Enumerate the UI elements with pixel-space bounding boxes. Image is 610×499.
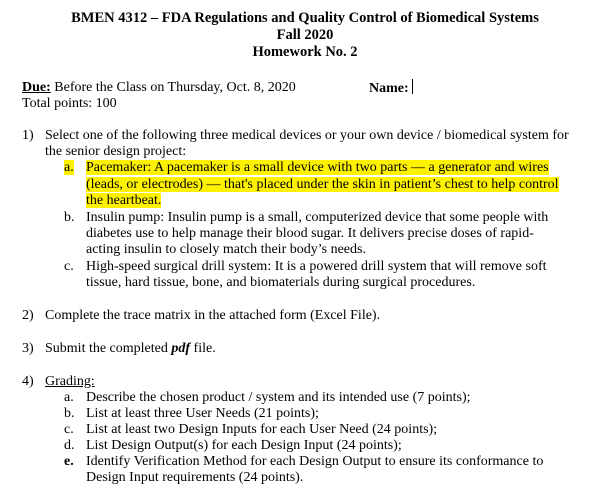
term: Fall 2020 — [276, 27, 334, 43]
due-text: Before the Class on Thursday, Oct. 8, 2020 — [50, 80, 296, 95]
q2-number: 2) — [22, 308, 34, 323]
homework-title: Homework No. 2 — [252, 44, 358, 60]
pdf-emphasis: pdf — [171, 341, 191, 356]
q3-text: Submit the completed pdf file. — [45, 341, 216, 356]
due-label: Due: — [22, 80, 51, 95]
q1-line2: the senior design project: — [45, 144, 187, 159]
grading-e-text: Identify Verification Method for each Design Output to ensure its conformance to — [86, 454, 544, 469]
q1b-line2: diabetes use to help manage their blood sugar. It delivers precise doses of rapid- — [86, 226, 534, 241]
q1a-marker: a. — [64, 160, 74, 175]
q2-text: Complete the trace matrix in the attached form (Excel File). — [45, 308, 381, 323]
grading-d-text: List Design Output(s) for each Design Input (24 points); — [86, 438, 402, 453]
q1-line1: Select one of the following three medical devices or your own device / biomedical system for — [45, 128, 569, 143]
name-field[interactable] — [369, 79, 413, 97]
q1b-marker: b. — [64, 210, 75, 225]
q1a-line3: the heartbeat. — [86, 193, 162, 208]
q1a-line2: (leads, or electrodes) — that's placed under the skin in patient’s chest to help control — [86, 177, 559, 192]
grading-a-marker: a. — [64, 390, 74, 405]
q1a-line1: Pacemaker: A pacemaker is a small device with two parts — a generator and wires — [86, 160, 549, 175]
grading-e-marker: e. — [64, 454, 74, 469]
q1b-line1: Insulin pump: Insulin pump is a small, computerized device that some people with — [86, 210, 549, 225]
q1c-marker: c. — [64, 259, 74, 274]
grading-a-text: Describe the chosen product / system and its intended use (7 points); — [86, 390, 471, 405]
due-line — [22, 79, 296, 96]
grading-e-line2: Design Input requirements (24 points). — [86, 470, 304, 485]
course-title: BMEN 4312 – FDA Regulations and Quality Control of Biomedical Systems — [71, 10, 539, 26]
q1-number: 1) — [22, 128, 34, 143]
total-points: Total points: 100 — [22, 96, 117, 111]
grading-b-text: List at least three User Needs (21 points); — [86, 406, 319, 421]
q1b-line3: acting insulin to closely match their body’s needs. — [86, 242, 366, 257]
grading-d-marker: d. — [64, 438, 75, 453]
grading-c-text: List at least two Design Inputs for each User Need (24 points); — [86, 422, 438, 437]
q1c-line2: tissue, hard tissue, bone, and biomaterials during surgical procedures. — [86, 275, 476, 290]
q3-number: 3) — [22, 341, 34, 356]
q1c-line1: High-speed surgical drill system: It is a powered drill system that will remove soft — [86, 259, 547, 274]
text-cursor — [412, 79, 413, 94]
grading-b-marker: b. — [64, 406, 75, 421]
grading-title: Grading: — [45, 374, 95, 389]
name-label: Name: — [369, 81, 409, 96]
grading-c-marker: c. — [64, 422, 74, 437]
q4-number: 4) — [22, 374, 34, 389]
